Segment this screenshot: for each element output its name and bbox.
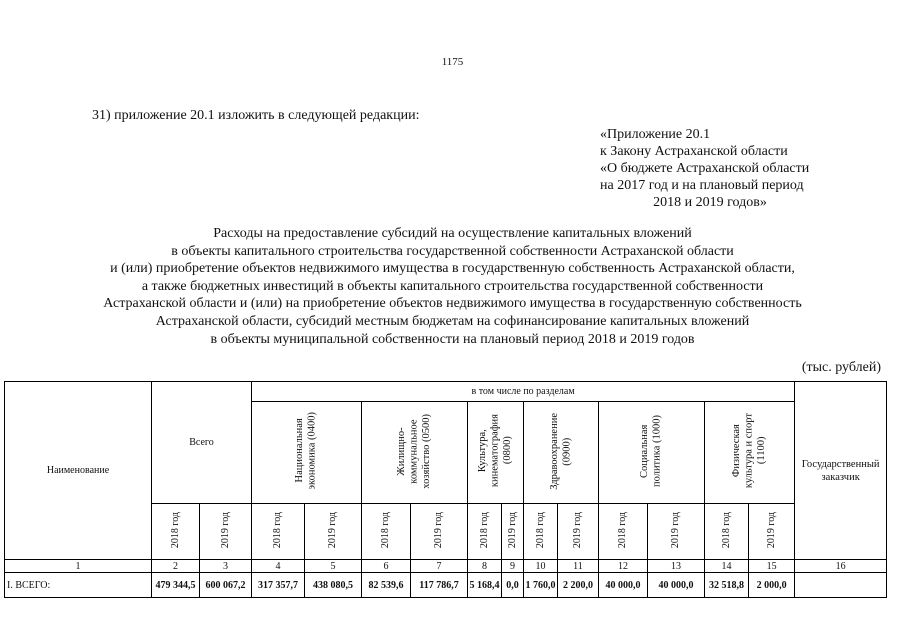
column-number: 3 xyxy=(200,560,252,573)
cell-1000-2018: 40 000,0 xyxy=(599,573,648,598)
cell-0900-2018: 1 760,0 xyxy=(524,573,558,598)
header-section-0400: Национальная экономика (0400) xyxy=(252,402,362,504)
column-number: 10 xyxy=(524,560,558,573)
cell-total-2019: 600 067,2 xyxy=(200,573,252,598)
column-numbers-row xyxy=(5,560,887,573)
appendix-line: «Приложение 20.1 xyxy=(600,127,711,142)
appendix-reference xyxy=(600,126,820,211)
appendix-line: «О бюджете Астраханской области xyxy=(600,161,810,176)
header-year: 2019 год xyxy=(648,504,705,560)
header-section-0800: Культура, кинематография (0800) xyxy=(468,402,524,504)
title-line: Расходы на предоставление субсидий на осуществление капитальных вложений xyxy=(213,226,692,241)
column-number: 5 xyxy=(305,560,362,573)
title-line: в объекты капитального строительства государственной собственности Астраханской области xyxy=(171,243,734,259)
header-year: 2018 год xyxy=(252,504,305,560)
cell-1100-2019: 2 000,0 xyxy=(749,573,795,598)
cell-1100-2018: 32 518,8 xyxy=(705,573,749,598)
header-name: Наименование xyxy=(5,382,152,560)
header-customer: Государственный заказчик xyxy=(795,382,887,560)
row-name: I. ВСЕГО: xyxy=(5,573,152,598)
column-number: 14 xyxy=(705,560,749,573)
units-label: (тыс. рублей) xyxy=(801,360,881,375)
header-year: 2019 год xyxy=(558,504,599,560)
header-year: 2019 год xyxy=(200,504,252,560)
header-year: 2018 год xyxy=(705,504,749,560)
header-total: Всего xyxy=(152,382,252,504)
cell-total-2018: 479 344,5 xyxy=(152,573,200,598)
header-year: 2018 год xyxy=(468,504,502,560)
cell-0800-2019: 0,0 xyxy=(502,573,524,598)
column-number: 13 xyxy=(648,560,705,573)
column-number: 16 xyxy=(795,560,887,573)
column-number: 15 xyxy=(749,560,795,573)
page-number: 1175 xyxy=(441,56,464,68)
appendix-line: на 2017 год и на плановый период xyxy=(600,178,804,193)
appendix-line: 2018 и 2019 годов» xyxy=(653,195,767,210)
header-section-0900: Здравоохранение (0900) xyxy=(524,402,599,504)
expenses-table xyxy=(4,381,887,598)
cell-customer xyxy=(795,573,887,598)
header-year: 2018 год xyxy=(599,504,648,560)
column-number: 11 xyxy=(558,560,599,573)
cell-0400-2018: 317 357,7 xyxy=(252,573,305,598)
cell-0900-2019: 2 200,0 xyxy=(558,573,599,598)
header-section-1100: Физическая культура и спорт (1100) xyxy=(705,402,795,504)
header-year: 2019 год xyxy=(502,504,524,560)
column-number: 7 xyxy=(411,560,468,573)
header-year: 2019 год xyxy=(305,504,362,560)
title-line: в объекты муниципальной собственности на плановый период 2018 и 2019 годов xyxy=(210,331,695,347)
title-line: Астраханской области и (или) на приобретение объектов недвижимого имущества в государственную собственность xyxy=(103,296,802,312)
column-number: 9 xyxy=(502,560,524,573)
column-number: 2 xyxy=(152,560,200,573)
title-line: и (или) приобретение объектов недвижимого имущества в государственную собственность Астраханской области, xyxy=(110,261,795,277)
column-number: 6 xyxy=(362,560,411,573)
column-number: 8 xyxy=(468,560,502,573)
header-year: 2018 год xyxy=(524,504,558,560)
intro-text: 31) приложение 20.1 изложить в следующей редакции: xyxy=(92,108,420,123)
title-line: Астраханской области, субсидий местным бюджетам на софинансирование капитальных вложений xyxy=(155,313,750,329)
header-sections: в том числе по разделам xyxy=(252,382,795,402)
cell-0800-2018: 5 168,4 xyxy=(468,573,502,598)
header-year: 2019 год xyxy=(749,504,795,560)
header-year: 2018 год xyxy=(152,504,200,560)
appendix-line: к Закону Астраханской области xyxy=(600,144,788,159)
column-number: 12 xyxy=(599,560,648,573)
header-section-0500: Жилищно- коммунальное хозяйство (0500) xyxy=(362,402,468,504)
table-row-total xyxy=(5,573,887,598)
cell-0500-2018: 82 539,6 xyxy=(362,573,411,598)
header-year: 2018 год xyxy=(362,504,411,560)
header-section-1000: Социальная политика (1000) xyxy=(599,402,705,504)
header-year: 2019 год xyxy=(411,504,468,560)
cell-0500-2019: 117 786,7 xyxy=(411,573,468,598)
column-number: 4 xyxy=(252,560,305,573)
title-line: а также бюджетных инвестиций в объекты капитального строительства государственной собственности xyxy=(141,278,764,294)
cell-1000-2019: 40 000,0 xyxy=(648,573,705,598)
cell-0400-2019: 438 080,5 xyxy=(305,573,362,598)
document-title xyxy=(0,225,905,348)
column-number: 1 xyxy=(5,560,152,573)
